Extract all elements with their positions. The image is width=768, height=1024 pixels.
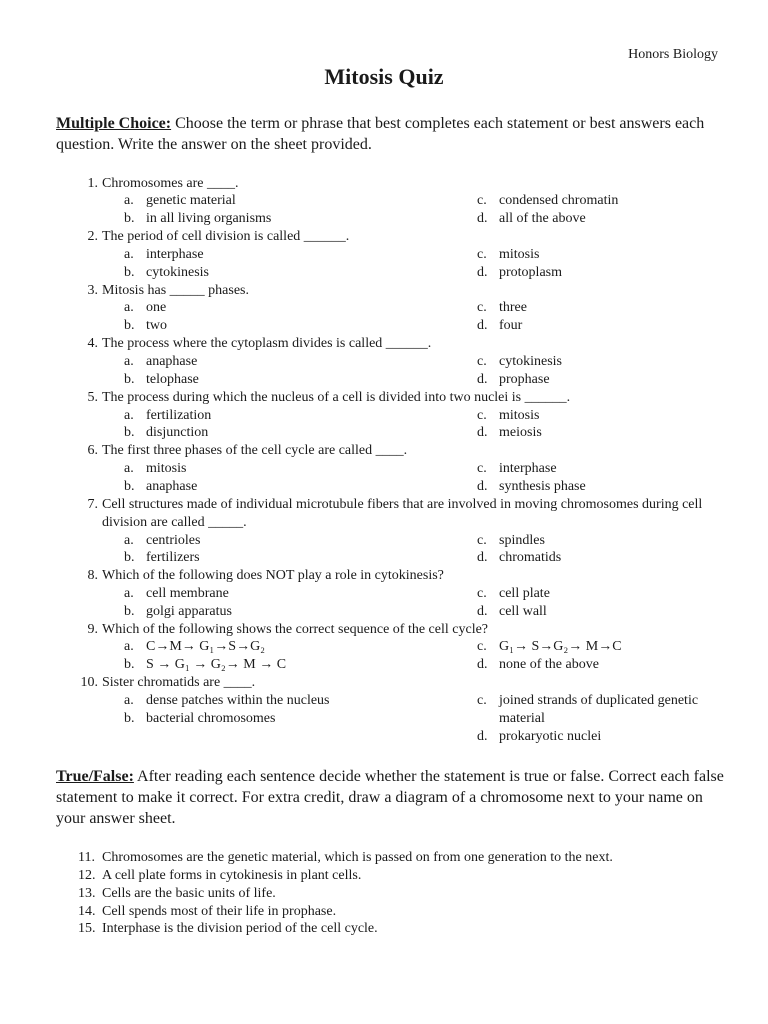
tf-item-12: 12. A cell plate forms in cytokinesis in plant cells. xyxy=(78,868,362,883)
question-8 xyxy=(78,567,718,585)
option-6b: b. anaphase xyxy=(124,479,198,494)
question-text: Mitosis has _____ phases. xyxy=(102,283,249,298)
option-2d: d. protoplasm xyxy=(477,265,562,280)
option-8c: c. cell plate xyxy=(477,586,550,601)
page-title: Mitosis Quiz xyxy=(324,64,444,89)
option-7d: d. chromatids xyxy=(477,550,562,565)
multiple-choice-instructions: Choose the term or phrase that best completes each statement or best answers each question. Write the answer on the sheet provided. xyxy=(56,115,705,153)
question-number: 2. xyxy=(87,229,98,244)
option-8a: a. cell membrane xyxy=(124,586,229,601)
question-number: 5. xyxy=(87,390,98,405)
option-6d: d. synthesis phase xyxy=(477,479,586,494)
tf-item-13: 13. Cells are the basic units of life. xyxy=(78,886,276,901)
question-text: Cell structures made of individual microtubule fibers that are involved in moving chromosomes during cell division are called _____. xyxy=(102,497,703,530)
question-number: 3. xyxy=(87,283,98,298)
option-9d: d. none of the above xyxy=(477,657,599,672)
option-7c: c. spindles xyxy=(477,533,545,548)
question-number: 8. xyxy=(87,568,98,583)
option-1a: a. genetic material xyxy=(124,193,236,208)
option-5d: d. meiosis xyxy=(477,425,542,440)
question-9 xyxy=(78,621,718,639)
option-9c: c. G₁→ S→G₂→ M→C xyxy=(477,639,622,654)
true-false-heading: True/False: xyxy=(56,768,134,785)
option-8b: b. golgi apparatus xyxy=(124,604,232,619)
question-number: 7. xyxy=(87,497,98,512)
question-1 xyxy=(78,175,718,193)
true-false-instructions: After reading each sentence decide whether the statement is true or false. Correct each false statement to make it correct. For extra credit, draw a diagram of a chromosome next to your name on your answer sheet. xyxy=(56,768,724,827)
option-2b: b. cytokinesis xyxy=(124,265,209,280)
question-2 xyxy=(78,228,718,246)
option-3c: c. three xyxy=(477,300,527,315)
question-text: Which of the following does NOT play a role in cytokinesis? xyxy=(102,568,444,583)
option-1c: c. condensed chromatin xyxy=(477,193,619,208)
question-number: 6. xyxy=(87,443,98,458)
question-number: 10. xyxy=(80,675,98,690)
multiple-choice-heading: Multiple Choice: xyxy=(56,115,172,132)
option-5b: b. disjunction xyxy=(124,425,209,440)
option-3d: d. four xyxy=(477,318,523,333)
option-10d: d. prokaryotic nuclei xyxy=(477,729,602,744)
option-10a: a. dense patches within the nucleus xyxy=(124,693,330,708)
option-7b: b. fertilizers xyxy=(124,550,200,565)
option-10b: b. bacterial chromosomes xyxy=(124,711,276,726)
true-false-intro xyxy=(56,766,736,829)
option-1d: d. all of the above xyxy=(477,211,586,226)
question-text: Chromosomes are ____. xyxy=(102,176,239,191)
question-text: Sister chromatids are ____. xyxy=(102,675,256,690)
tf-item-11: 11. Chromosomes are the genetic material, which is passed on from one generation to the next. xyxy=(78,850,613,865)
option-2c: c. mitosis xyxy=(477,247,540,262)
question-text: Which of the following shows the correct sequence of the cell cycle? xyxy=(102,622,489,637)
option-7a: a. centrioles xyxy=(124,533,201,548)
option-6a: a. mitosis xyxy=(124,461,187,476)
option-6c: c. interphase xyxy=(477,461,557,476)
question-text: The process where the cytoplasm divides is called ______. xyxy=(102,336,432,351)
option-2a: a. interphase xyxy=(124,247,204,262)
option-1b: b. in all living organisms xyxy=(124,211,272,226)
tf-item-14: 14. Cell spends most of their life in prophase. xyxy=(78,904,337,919)
option-3a: a. one xyxy=(124,300,167,315)
option-8d: d. cell wall xyxy=(477,604,547,619)
option-9a: a. C→M→ G₁→S→G₂ xyxy=(124,639,266,654)
question-7 xyxy=(78,496,718,532)
option-4b: b. telophase xyxy=(124,372,199,387)
question-3 xyxy=(78,282,718,300)
tf-item-15: 15. Interphase is the division period of the cell cycle. xyxy=(78,921,378,936)
question-5 xyxy=(78,389,718,407)
option-9b: b. S → G₁ → G₂→ M → C xyxy=(124,657,287,672)
option-3b: b. two xyxy=(124,318,167,333)
question-number: 9. xyxy=(87,622,98,637)
option-4c: c. cytokinesis xyxy=(477,354,562,369)
option-5c: c. mitosis xyxy=(477,408,540,423)
question-6 xyxy=(78,442,718,460)
multiple-choice-intro xyxy=(56,113,736,155)
option-10c: c. joined strands of duplicated genetic material xyxy=(477,693,699,726)
question-text: The period of cell division is called ______. xyxy=(102,229,350,244)
question-number: 1. xyxy=(87,176,98,191)
question-text: The first three phases of the cell cycle are called ____. xyxy=(102,443,408,458)
question-10 xyxy=(78,674,718,692)
option-5a: a. fertilization xyxy=(124,408,212,423)
question-text: The process during which the nucleus of a cell is divided into two nuclei is ______. xyxy=(102,390,571,405)
option-4a: a. anaphase xyxy=(124,354,198,369)
option-4d: d. prophase xyxy=(477,372,550,387)
course-name: Honors Biology xyxy=(628,47,718,62)
question-4 xyxy=(78,335,718,353)
question-number: 4. xyxy=(87,336,98,351)
